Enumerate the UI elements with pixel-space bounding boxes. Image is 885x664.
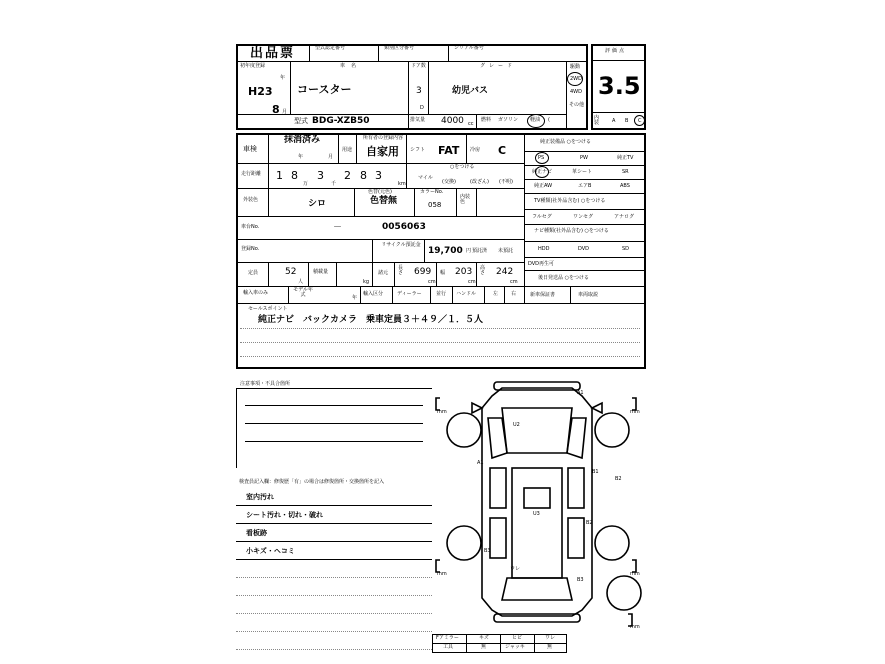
equipment-title: 純正装備品 ○をつける	[540, 139, 591, 145]
navi-dvd: DVD	[578, 246, 590, 252]
length-label: 長さ	[398, 265, 404, 276]
import-parallel: 並行	[436, 291, 447, 297]
mileage-digit-1: 1	[276, 169, 283, 182]
load-label: 積載量	[313, 269, 329, 275]
model-year-label: モデル年式	[293, 287, 313, 298]
legend-value-2: 無	[481, 644, 487, 650]
inspector-item-3: 看板跡	[246, 529, 267, 537]
chassis-no: 0056063	[382, 222, 426, 232]
inspector-item-4: 小キズ・ヘコミ	[246, 547, 295, 555]
post-title: 後日発送品 ○をつける	[538, 275, 589, 281]
meter-tampered: (改ざん)	[470, 179, 489, 185]
mm-unit-1: mm	[437, 409, 447, 415]
score-label: 評価点	[605, 48, 627, 54]
interior-a: A	[612, 118, 616, 124]
equip-abs: ABS	[620, 183, 630, 189]
mileage-digit-3: 3	[317, 169, 324, 182]
color-change-label: 色替(元色)	[368, 189, 392, 195]
registry-note: 所有者の登録内容	[363, 135, 404, 141]
sales-point-text: 純正ナビ バックカメラ 乗車定員３＋４９／１．５人	[258, 315, 484, 325]
shaken-label: 車検	[243, 145, 257, 153]
shaken-value: 抹消済み	[284, 135, 321, 145]
doors-unit: D	[420, 105, 424, 111]
notes-label: 注意事項・不具合箇所	[240, 381, 291, 387]
meter-exchange: (交換)	[442, 179, 456, 185]
tv-analog: アナログ	[614, 214, 635, 220]
aircon-label: 冷房	[470, 147, 481, 153]
equip-navi-circle	[535, 166, 549, 178]
drive-4wd: 4WD	[570, 89, 582, 95]
shift-value: FAT	[438, 144, 460, 157]
legend-value-1: 工具	[443, 644, 454, 650]
car-damage-diagram	[432, 378, 652, 628]
mm-unit-4: mm	[630, 571, 640, 577]
navi-hdd: HDD	[538, 246, 550, 252]
usage-value: 自家用	[366, 145, 399, 158]
diagram-label-b1: B1	[592, 469, 599, 475]
dims-label: 諸元	[378, 270, 389, 276]
year-unit: 年	[280, 75, 286, 81]
navi-title: ナビ種類(社外品含む) ○をつける	[534, 228, 609, 234]
interior-color-label: 内装色	[460, 194, 471, 205]
displacement-value: 4000	[441, 116, 464, 126]
tv-title: TV種類(社外品含む) ○をつける	[534, 198, 606, 204]
header-cell-serial: シリアル番号	[454, 45, 484, 51]
dvd-label: DVD再生可	[528, 261, 555, 267]
mileage-unit-sen: 千	[331, 181, 337, 187]
drive-label: 駆動	[570, 64, 581, 70]
mileage-unit-man: 万	[303, 181, 309, 187]
color-no-value: 058	[428, 201, 442, 209]
equip-ps: PS	[538, 155, 545, 161]
handle-right: 右	[511, 291, 517, 297]
diagram-label-b2-mid: B2	[586, 520, 593, 526]
displacement-label: 排気量	[410, 117, 426, 123]
equip-sr: SR	[622, 169, 629, 175]
exterior-color-label: 外装色	[243, 197, 259, 203]
recycle-label: リサイクル預託金	[381, 242, 421, 248]
tv-fullseg: フルセグ	[532, 214, 552, 220]
equip-ps-circle	[535, 152, 549, 164]
height-unit: cm	[510, 279, 518, 285]
grade-label: グレード	[480, 63, 517, 69]
usage-label: 用途	[342, 147, 353, 153]
width-label: 幅	[440, 270, 446, 276]
diagram-label-ure: ウレ	[510, 566, 521, 572]
diagram-label-b2-right: B2	[615, 476, 622, 482]
interior-c-circle	[634, 115, 645, 126]
equip-navi: 純正ナビ	[532, 169, 553, 175]
mileage-digit-2: 8	[291, 169, 298, 182]
chassis-label: 車台No.	[241, 224, 260, 230]
recycle-unit: 円	[466, 248, 472, 254]
navi-sd: SD	[622, 246, 630, 252]
import-dealer: ディーラー	[397, 291, 422, 297]
inspector-label: 検査員記入欄：修復歴「有」の場合は修復箇所・交換箇所を記入	[239, 479, 385, 485]
score-value: 3.5	[598, 72, 641, 100]
legend-value-3: ジャッキ	[505, 644, 525, 650]
drive-2wd-circle	[567, 72, 583, 86]
inspector-item-1: 室内汚れ	[246, 493, 274, 501]
mm-unit-3: mm	[437, 571, 447, 577]
sheet-title: 出品票	[250, 46, 296, 61]
meter-unknown: (不明)	[499, 179, 513, 185]
model-label: 型式	[294, 117, 308, 125]
first-reg-label: 初年度登録	[240, 63, 266, 69]
fuel-gasoline: ガソリン	[498, 117, 519, 123]
width-unit: cm	[468, 279, 476, 285]
import-year-label: 輸入車のみ	[243, 290, 269, 296]
load-unit: kg	[363, 279, 370, 285]
legend-value-4: 無	[547, 644, 553, 650]
mileage-label: 走行距離	[241, 171, 262, 177]
aircon-value: C	[498, 144, 507, 157]
circle-note: ○をつける	[450, 164, 475, 170]
equip-airbag: エアB	[578, 183, 592, 189]
sales-point-label: セールスポイント	[248, 306, 288, 312]
equip-pw: PW	[580, 155, 588, 161]
mm-unit-2: mm	[630, 409, 640, 415]
doors-label: ドア数	[411, 63, 426, 69]
displacement-unit: cc	[468, 121, 474, 127]
reg-no-label: 登録No.	[241, 246, 260, 252]
color-no-label: カラーNo.	[420, 189, 444, 195]
legend-header-2: キズ	[479, 635, 489, 641]
mm-unit-5: mm	[630, 624, 640, 630]
legend-header-1: Fアミラー	[436, 635, 459, 641]
first-reg-year: H23	[248, 85, 273, 98]
recycle-not-deposited: 未預託	[498, 248, 514, 254]
first-reg-month: 8	[272, 103, 280, 116]
diagram-label-u3: U3	[533, 511, 540, 517]
doors-value: 3	[416, 86, 422, 96]
height-label: 高さ	[480, 265, 486, 276]
header-cell-type-cert: 型式認定番号	[315, 45, 346, 51]
capacity-value: 52	[285, 267, 297, 277]
interior-label: 内装	[594, 115, 600, 126]
fuel-diesel-circle	[527, 114, 545, 128]
chassis-dash: －	[333, 223, 343, 233]
shaken-year-unit: 年	[298, 154, 304, 160]
diagram-label-a1-top: A1	[577, 390, 584, 396]
fuel-other: (	[548, 117, 550, 123]
equip-aw: 純正AW	[534, 183, 553, 189]
diagram-label-u2: U2	[513, 422, 520, 428]
drive-other: その他	[569, 102, 585, 108]
mileage-digit-6: 3	[375, 169, 382, 182]
fuel-diesel: 軽油	[530, 117, 541, 123]
legend-header-4: ワレ	[545, 635, 556, 641]
equip-leather: 革シート	[572, 169, 593, 175]
inspector-item-2: シート汚れ・切れ・破れ	[246, 511, 323, 519]
length-value: 699	[414, 267, 432, 277]
color-change-value: 色替無	[370, 196, 398, 206]
mileage-digit-4: 2	[344, 169, 351, 182]
import-div-label: 輸入区分	[363, 291, 384, 297]
length-unit: cm	[428, 279, 436, 285]
car-name: コースター	[297, 83, 352, 96]
mileage-unit-km: km	[398, 181, 406, 187]
drive-2wd: 2WD	[570, 76, 582, 82]
recycle-value: 19,700	[428, 246, 463, 256]
diagram-label-a1-left: A1	[477, 460, 484, 466]
shift-label: シフト	[410, 147, 426, 153]
car-name-label: 車名	[340, 63, 363, 69]
exterior-color-value: シロ	[308, 199, 327, 209]
header-cell-class: 類別区分番号	[384, 45, 415, 51]
shaken-month-unit: 月	[328, 154, 334, 160]
diagram-label-b3-right: B3	[577, 577, 584, 583]
capacity-unit: 人	[298, 279, 304, 285]
diagram-label-b3-left: B3	[484, 548, 491, 554]
width-value: 203	[455, 267, 473, 277]
model-year-unit: 年	[352, 295, 358, 301]
model-value: BDG-XZB50	[312, 116, 370, 126]
interior-b: B	[625, 118, 629, 124]
fuel-label: 燃料	[481, 117, 492, 123]
equip-tv: 純正TV	[617, 155, 634, 161]
notes-box	[236, 388, 432, 468]
recycle-deposited: 預託済	[472, 248, 488, 254]
legend-header-3: ヒビ	[512, 635, 523, 641]
post-warranty: 新車保証書	[530, 292, 556, 298]
mile-label: マイル	[418, 175, 433, 181]
capacity-label: 定員	[248, 270, 259, 276]
handle-left: 左	[493, 291, 499, 297]
month-unit: 月	[282, 109, 288, 115]
grade-value: 幼児バス	[452, 86, 489, 96]
interior-c: C	[638, 118, 642, 124]
height-value: 242	[496, 267, 514, 277]
tv-oneseg: ワンセグ	[573, 214, 594, 220]
post-manual: 車両取説	[578, 292, 599, 298]
handle-label: ハンドル	[456, 291, 477, 297]
mileage-digit-5: 8	[360, 169, 367, 182]
